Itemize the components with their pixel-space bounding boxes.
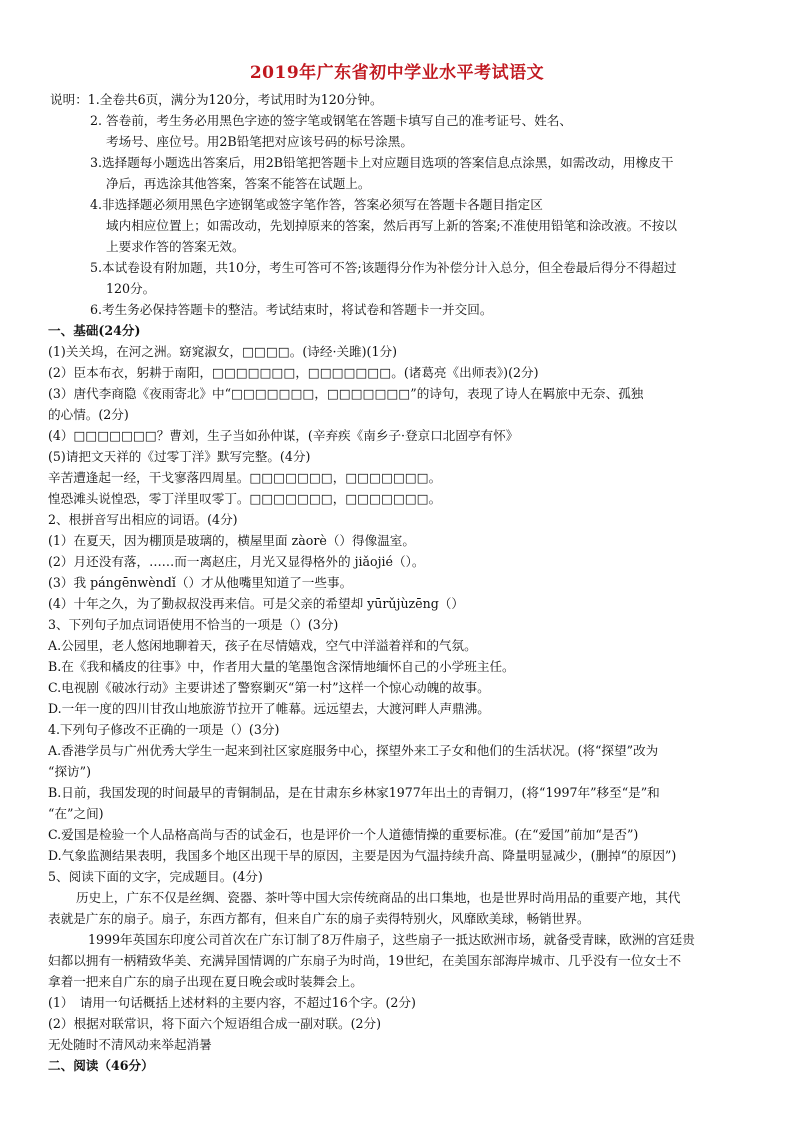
question-line: C.电视剧《破冰行动》主要讲述了警察剿灭“第一村”这样一个惊心动魄的故事。 — [48, 680, 490, 695]
question-line: 辛苦遭逢起一经，干戈寥落四周星。□□□□□□□，□□□□□□□。 — [48, 470, 442, 485]
question-line: B.在《我和橘皮的往事》中，作者用大量的笔墨饱含深情地缅怀自己的小学班主任。 — [48, 659, 515, 674]
question-line: (1)关关坞，在河之洲。窈窕淑女，□□□□。(诗经·关雎)(1分) — [48, 344, 397, 359]
instruction-line: 说明：1.全卷共6页，满分为120分，考试用时为120分钟。 — [50, 92, 383, 107]
instruction-line: 考场号、座位号。用2B铅笔把对应该号码的标号涂黑。 — [106, 134, 413, 149]
instruction-line: 5.本试卷设有附加题，共10分，考生可答可不答;该题得分作为补偿分计入总分，但全卷最后得分不得超过 — [90, 260, 677, 275]
question-line: (4）□□□□□□□？曹刘，生子当如孙仲谋，(辛弃疾《南乡子·登京口北固亭有怀》 — [48, 428, 519, 443]
question-line: 3、下列句子加点词语使用不恰当的一项是（）(3分) — [48, 617, 339, 632]
passage-line: 历史上，广东不仅是丝绸、瓷器、茶叶等中国大宗传统商品的出口集地，也是世界时尚用品的重要产地，其代 — [76, 890, 681, 905]
question-line: 2、根拼音写出相应的词语。(4分) — [48, 512, 238, 527]
question-line: (4）十年之久，为了勤叔叔没再来信。可是父亲的希望却 yūrǔjùzēng（） — [48, 596, 464, 611]
section-heading: 二、阅读（46分） — [48, 1058, 154, 1073]
question-line: 惶恐滩头说惶恐，零丁洋里叹零丁。□□□□□□□，□□□□□□□。 — [48, 491, 442, 506]
question-line: (2）月还没有落，……而一离赵庄，月光又显得格外的 jiǎojié（）。 — [48, 554, 425, 569]
question-line: (1）在夏天，因为棚顶是玻璃的，横屋里面 zàorè（）得像温室。 — [48, 533, 415, 548]
question-line: (3）我 pángēnwèndǐ（）才从他嘴里知道了一些事。 — [48, 575, 353, 590]
question-line: 4.下列句子修改不正确的一项是（）(3分) — [48, 722, 280, 737]
question-line: “在”之间) — [48, 806, 104, 821]
question-line: “探访”) — [48, 764, 91, 779]
question-line: B.日前，我国发现的时间最早的青铜制品，是在甘肃东乡林家1977年出土的青铜刀，(将“1997年”移至“是”和 — [48, 785, 660, 800]
instruction-line: 域内相应位置上；如需改动，先划掉原来的答案，然后再写上新的答案;不准使用铅笔和涂改液。不按以 — [106, 218, 677, 233]
question-line: C.爱国是检验一个人品格高尚与否的试金石，也是评价一个人道德情操的重要标准。(在“爱国”前加“是否”) — [48, 827, 639, 842]
question-line: 5、阅读下面的文字，完成题目。(4分) — [48, 869, 263, 884]
question-line: 无处随时不清风动来举起消暑 — [48, 1037, 212, 1052]
instruction-line: 3.选择题每小题选出答案后，用2B铅笔把答题卡上对应题目选项的答案信息点涂黑，如需改动，用橡皮干 — [90, 155, 674, 170]
question-line: A.香港学员与广州优秀大学生一起来到社区家庭服务中心，探望外来工子女和他们的生活状况。(将“探望”改为 — [48, 743, 659, 758]
instruction-line: 上要求作答的答案无效。 — [106, 239, 245, 254]
question-line: (2）根据对联常识，将下面六个短语组合成一副对联。(2分) — [48, 1016, 382, 1031]
passage-line: 拿着一把来自广东的扇子出现在夏日晚会或时装舞会上。 — [48, 974, 363, 989]
question-line: D.气象监测结果表明，我国多个地区出现干旱的原因，主要是因为气温持续升高、降量明显减少，(删掉“的原因”) — [48, 848, 677, 863]
section-heading: 一、基础(24分) — [48, 323, 141, 338]
question-line: A.公园里，老人悠闲地聊着天，孩子在尽情嬉戏，空气中洋溢着祥和的气氛。 — [48, 638, 477, 653]
question-line: 的心情。(2分) — [48, 407, 129, 422]
question-line: (1） 请用一句话概括上述材料的主要内容，不超过16个字。(2分) — [48, 995, 416, 1010]
instruction-line: 6.考生务必保持答题卡的整洁。考试结束时，将试卷和答题卡一并交回。 — [90, 302, 493, 317]
question-line: (5)请把文天祥的《过零丁洋》默写完整。(4分) — [48, 449, 311, 464]
instruction-line: 120分。 — [106, 281, 156, 296]
passage-line: 表就是广东的扇子。扇子，东西方都有，但来自广东的扇子卖得特别火，风靡欧美球，畅销世界。 — [48, 911, 590, 926]
passage-line: 1999年英国东印度公司首次在广东订制了8万件扇子，这些扇子一抵达欧洲市场，就备受青睐，欧洲的宫廷贵 — [88, 932, 695, 947]
question-line: D.一年一度的四川甘孜山地旅游节拉开了帷幕。远远望去，大渡河畔人声鼎沸。 — [48, 701, 490, 716]
instruction-line: 2. 答卷前，考生务必用黑色字迹的签字笔或钢笔在答题卡填写自己的准考证号、姓名、 — [90, 113, 572, 128]
question-line: (2）臣本布衣，躬耕于南阳，□□□□□□□，□□□□□□□。(诸葛亮《出师表》)(2分) — [48, 365, 539, 380]
passage-line: 妇都以拥有一柄精致华美、充满异国情调的广东扇子为时尚，19世纪，在美国东部海岸城市、几乎没有一位女士不 — [48, 953, 682, 968]
page-title: 2019年广东省初中学业水平考试语文 — [249, 63, 545, 83]
instruction-line: 4.非选择题必须用黑色字迹钢笔或签字笔作答，答案必须写在答题卡各题目指定区 — [90, 197, 543, 212]
question-line: (3）唐代李商隐《夜雨寄北》中“□□□□□□□，□□□□□□□”的诗句，表现了诗人在羁旅中无奈、孤独 — [48, 386, 644, 401]
instruction-line: 净后，再选涂其他答案，答案不能答在试题上。 — [106, 176, 371, 191]
